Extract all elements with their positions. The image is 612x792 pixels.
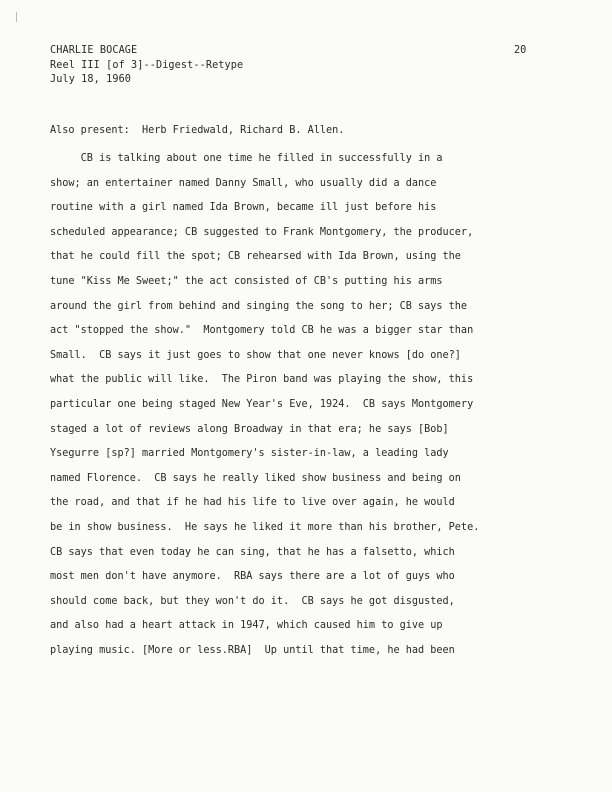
text-line: around the girl from behind and singing the song to her; CB says the xyxy=(50,300,468,312)
text-line: CB is talking about one time he filled in successfully in a xyxy=(50,153,443,164)
header-date: July 18, 1960 xyxy=(50,74,132,85)
document-header xyxy=(50,44,243,88)
also-present-line: Also present: Herb Friedwald, Richard B. Allen. xyxy=(50,125,345,136)
text-line: be in show business. He says he liked it more than his brother, Pete. xyxy=(50,521,480,533)
header-name: CHARLIE BOCAGE xyxy=(50,45,138,56)
text-line: tune "Kiss Me Sweet;" the act consisted of CB's putting his arms xyxy=(50,275,443,287)
text-line: routine with a girl named Ida Brown, became ill just before his xyxy=(50,202,437,214)
text-line: the road, and that if he had his life to live over again, he would xyxy=(50,497,455,509)
text-line: staged a lot of reviews along Broadway in that era; he says [Bob] xyxy=(50,423,449,435)
scan-edge-mark xyxy=(16,12,27,22)
text-line: act "stopped the show." Montgomery told CB he was a bigger star than xyxy=(50,325,474,337)
page-number: 20 xyxy=(514,45,527,56)
text-line: Small. CB says it just goes to show that one never knows [do one?] xyxy=(50,349,461,361)
text-line: should come back, but they won't do it. CB says he got disgusted, xyxy=(50,595,455,607)
text-line: scheduled appearance; CB suggested to Frank Montgomery, the producer, xyxy=(50,226,474,238)
text-line: CB says that even today he can sing, that he has a falsetto, which xyxy=(50,546,455,558)
text-line: particular one being staged New Year's Eve, 1924. CB says Montgomery xyxy=(50,398,474,410)
text-line: show; an entertainer named Danny Small, who usually did a dance xyxy=(50,177,437,189)
text-line: Ysegurre [sp?] married Montgomery's sister-in-law, a leading lady xyxy=(50,448,449,460)
text-line: named Florence. CB says he really liked show business and being on xyxy=(50,472,461,484)
body-text xyxy=(50,152,580,668)
text-line: playing music. [More or less.RBA] Up until that time, he had been xyxy=(50,644,455,656)
text-line: what the public will like. The Piron band was playing the show, this xyxy=(50,374,474,386)
text-line: that he could fill the spot; CB rehearsed with Ida Brown, using the xyxy=(50,251,461,263)
text-line: most men don't have anymore. RBA says there are a lot of guys who xyxy=(50,571,455,583)
header-reel: Reel III [of 3]--Digest--Retype xyxy=(50,59,244,71)
text-line: and also had a heart attack in 1947, which caused him to give up xyxy=(50,620,443,632)
